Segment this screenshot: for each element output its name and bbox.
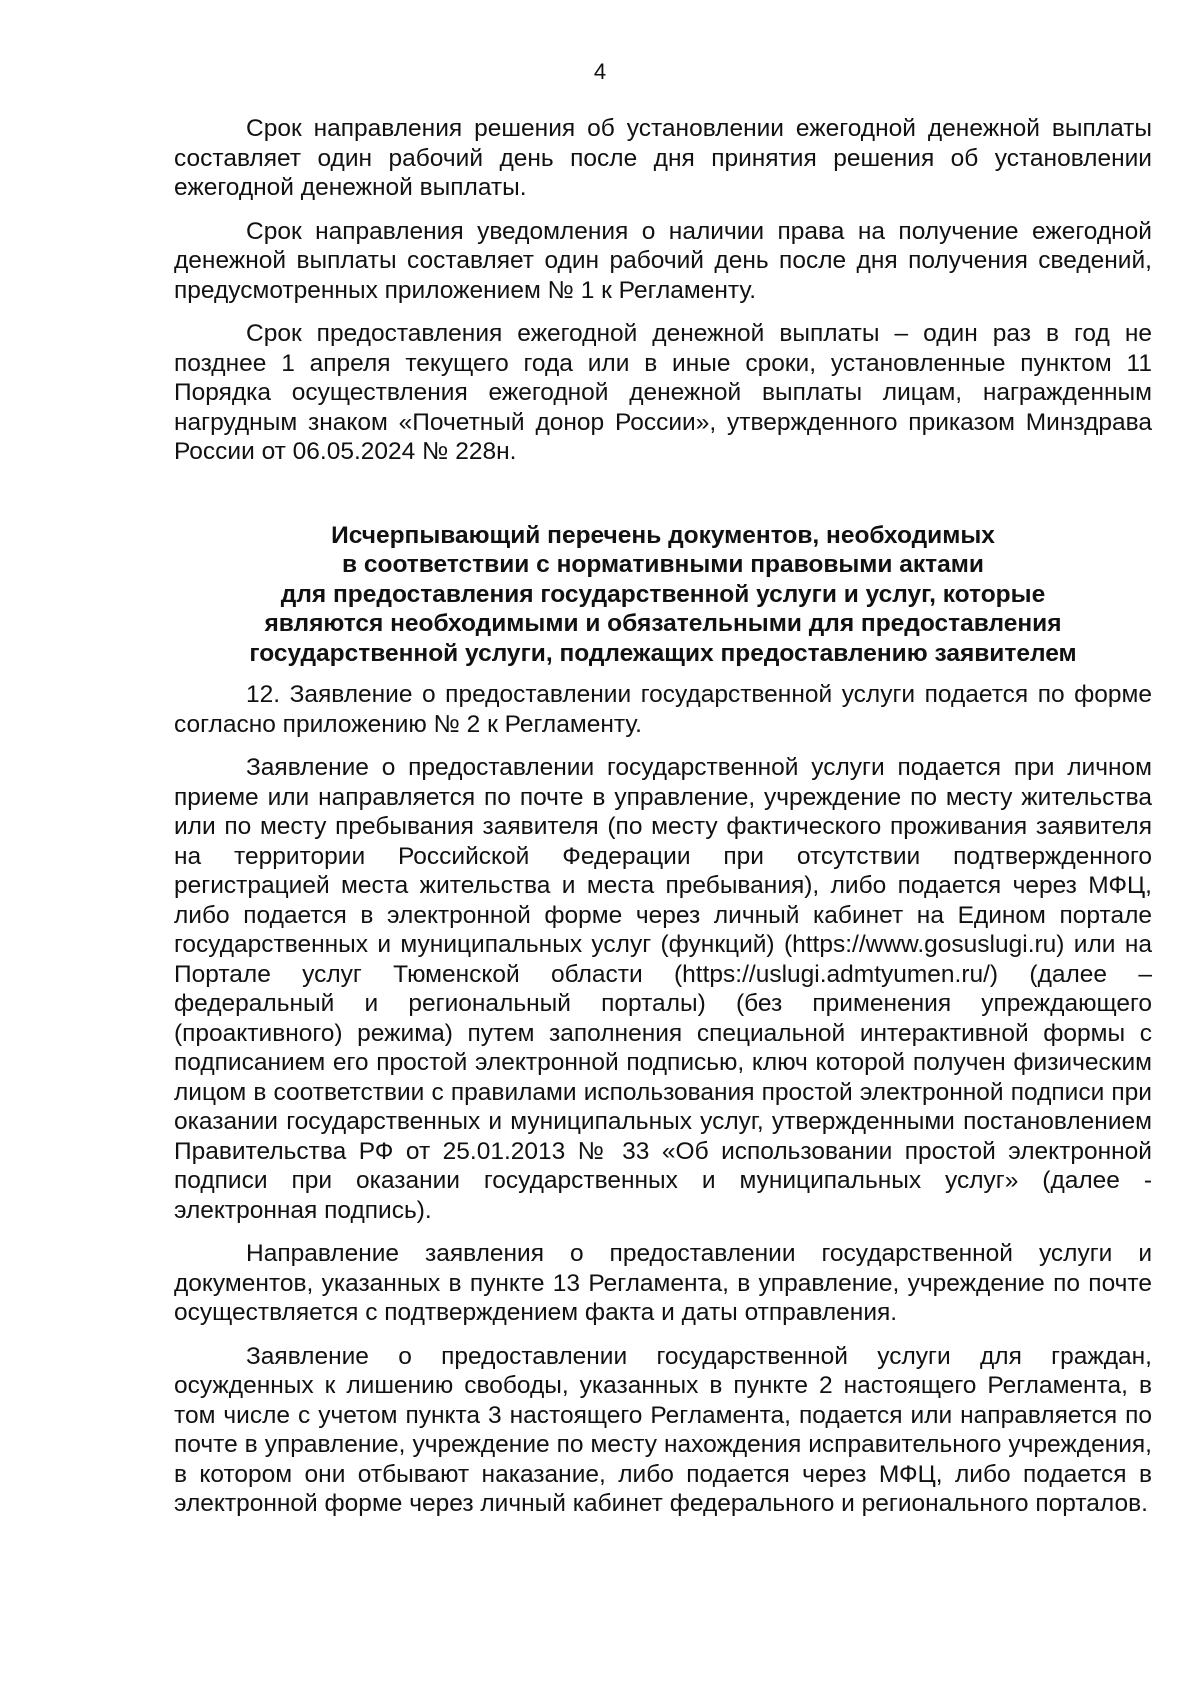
page-number: 4 — [593, 59, 607, 84]
paragraph-postal-submission: Направление заявления о предоставлении государственной услуги и документов, указанных в пункте 13 Регламента, в управление, учреждение по почте осуществляется с подтверждением факта и даты отправления. — [174, 1240, 1152, 1326]
section-heading-line: Исчерпывающий перечень документов, необходимых — [331, 521, 995, 549]
paragraph-payment-deadline: Срок предоставления ежегодной денежной выплаты – один раз в год не позднее 1 апреля текущего года или в иные сроки, установленные пунктом 11 Порядка осуществления ежегодной денежной выплаты лицам, награжденным нагрудным знаком «Почетный донор России», утвержденного приказом Минздрава России от 06.05.2024 № 228н. — [174, 320, 1152, 465]
section-heading — [174, 521, 1152, 669]
section-heading-line: являются необходимыми и обязательными для предоставления — [264, 610, 1062, 637]
section-heading-line: в соответствии с нормативными правовыми актами — [341, 551, 984, 578]
document-body — [174, 114, 1152, 1533]
paragraph-application-submission: Заявление о предоставлении государственной услуги подается при личном приеме или направляется по почте в управление, учреждение по месту жительства или по месту пребывания заявителя (по месту фактического проживания заявителя на территории Российской Федерации при отсутствии подтвержденного регистрацией места жительства и места пребывания), либо подается через МФЦ, либо подается в электронной форме через личный кабинет на Едином портале государственных и муниципальных услуг (функций) (https://www.gosuslugi.ru) или на Портале услуг Тюменской области (https://uslugi.admtyumen.ru/) (далее – федеральный и региональный порталы) (без применения упреждающего (проактивного) режима) путем заполнения специальной интерактивной формы с подписанием его простой электронной подписью, ключ которой получен физическим лицом в соответствии с правилами использования простой электронной подписи при оказании государственных и муниципальных услуг, утвержденными постановлением Правительства РФ от 25.01.2013 № 33 «Об использовании простой электронной подписи при оказании государственных и муниципальных услуг» (далее - электронная подпись). — [174, 754, 1152, 1224]
section-heading-line: государственной услуги, подлежащих предоставлению заявителем — [249, 639, 1077, 667]
paragraph-item-12: 12. Заявление о предоставлении государственной услуги подается по форме согласно приложению № 2 к Регламенту. — [174, 681, 1152, 738]
paragraph-decision-deadline: Срок направления решения об установлении ежегодной денежной выплаты составляет один рабочий день после дня принятия решения об установлении ежегодной денежной выплаты. — [174, 115, 1152, 201]
paragraph-convicted-citizens: Заявление о предоставлении государственной услуги для граждан, осужденных к лишению свободы, указанных в пункте 2 настоящего Регламента, в том числе с учетом пункта 3 настоящего Регламента, подается или направляется по почте в управление, учреждение по месту нахождения исправительного учреждения, в котором они отбывают наказание, либо подается через МФЦ, либо подается в электронной форме через личный кабинет федерального и регионального порталов. — [174, 1342, 1152, 1517]
section-heading-line: для предоставления государственной услуги и услуг, которые — [280, 580, 1046, 608]
paragraph-notification-deadline: Срок направления уведомления о наличии права на получение ежегодной денежной выплаты составляет один рабочий день после дня получения сведений, предусмотренных приложением № 1 к Регламенту. — [174, 217, 1152, 304]
